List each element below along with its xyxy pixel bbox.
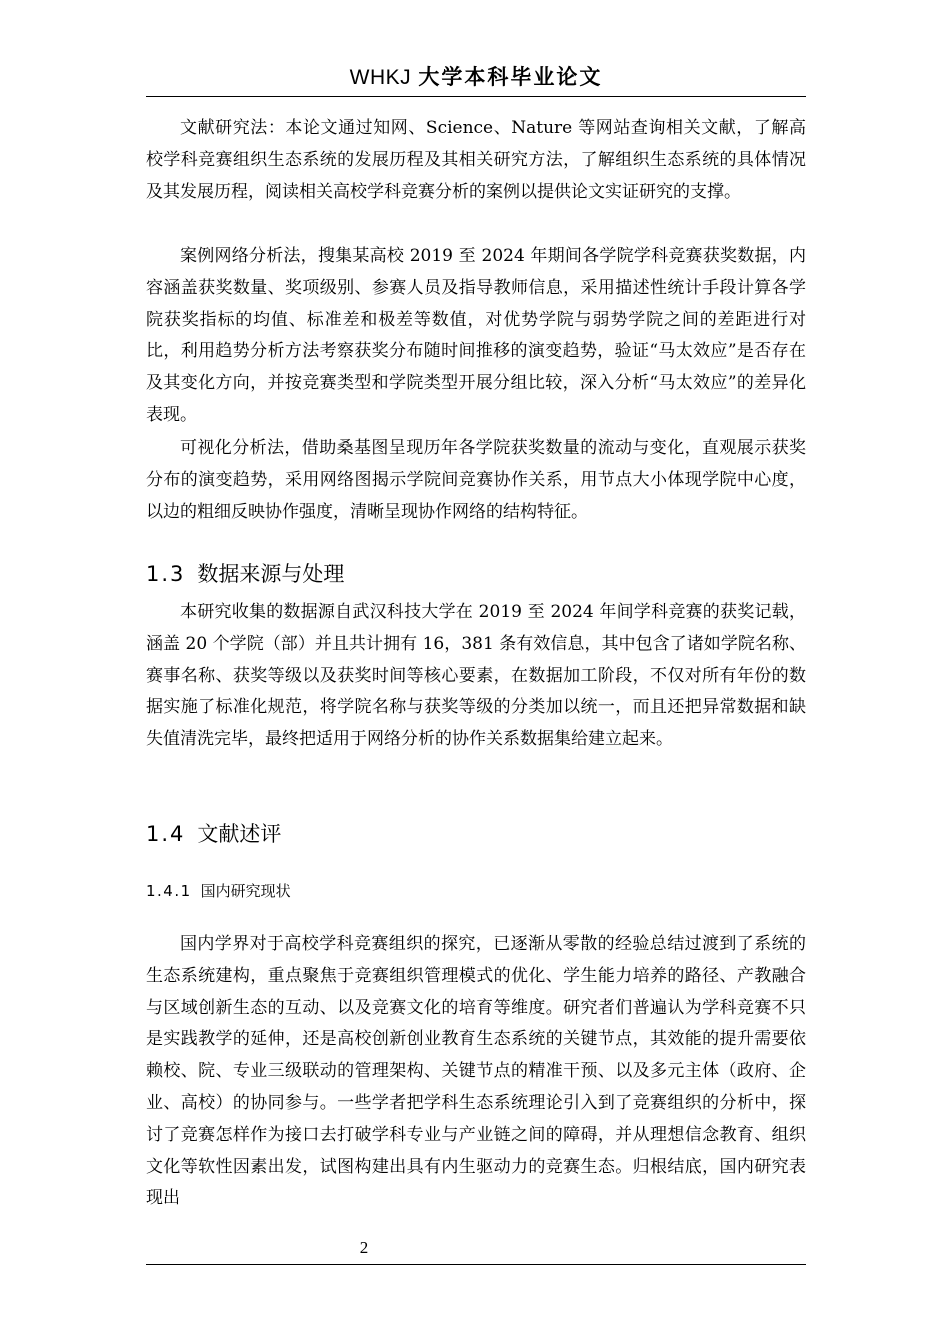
paragraph-case-network-method: 案例网络分析法，搜集某高校 2019 至 2024 年期间各学院学科竞赛获奖数据，内容涵盖获奖数量、奖项级别、参赛人员及指导教师信息，采用描述性统计手段计算各学院获奖指标的均值、标准差和极差等数值，对优势学院与弱势学院之间的差距进行对比，利用趋势分析方法考察获奖分布随时间推移的演变趋势，验证“马太效应”是否存在及其变化方向，并按竞赛类型和学院类型开展分组比较，深入分析“马太效应”的差异化表现。 <box>146 246 806 425</box>
section-heading-1-4 <box>146 819 281 849</box>
section-number: 1.4 <box>146 822 186 846</box>
section-title: 文献述评 <box>197 822 282 846</box>
paragraph-domestic-research: 国内学界对于高校学科竞赛组织的探究，已逐渐从零散的经验总结过渡到了系统的生态系统建构，重点聚焦于竞赛组织管理模式的优化、学生能力培养的路径、产教融合与区域创新生态的互动、以及竞赛文化的培育等维度。研究者们普遍认为学科竞赛不只是实践教学的延伸，还是高校创新创业教育生态系统的关键节点，其效能的提升需要依赖校、院、专业三级联动的管理架构、关键节点的精准干预、以及多元主体（政府、企业、高校）的协同参与。一些学者把学科生态系统理论引入到了竞赛组织的分析中，探讨了竞赛怎样作为接口去打破学科专业与产业链之间的障碍，并从理想信念教育、组织文化等软性因素出发，试图构建出具有内生驱动力的竞赛生态。归根结底，国内研究表现出 <box>146 934 806 1209</box>
header-cjk-text: 大学本科毕业论文 <box>418 65 603 89</box>
subsection-heading-1-4-1 <box>146 879 291 903</box>
header-latin-text: WHKJ <box>349 66 412 89</box>
header-rule <box>146 96 806 97</box>
subsection-title: 国内研究现状 <box>200 882 291 900</box>
paragraph-data-source: 本研究收集的数据源自武汉科技大学在 2019 至 2024 年间学科竞赛的获奖记载，涵盖 20 个学院（部）并且共计拥有 16，381 条有效信息，其中包含了诸如学院名称、赛事名称、获奖等级以及获奖时间等核心要素，在数据加工阶段，不仅对所有年份的数据实施了标准化规范，将学院名称与获奖等级的分类加以统一，而且还把异常数据和缺失值清洗完毕，最终把适用于网络分析的协作关系数据集给建立起来。 <box>146 602 806 750</box>
section-title: 数据来源与处理 <box>197 562 345 586</box>
paragraph-literature-method: 文献研究法：本论文通过知网、Science、Nature 等网站查询相关文献，了解高校学科竞赛组织生态系统的发展历程及其相关研究方法，了解组织生态系统的具体情况及其发展历程，阅读相关高校学科竞赛分析的案例以提供论文实证研究的支撑。 <box>146 118 806 202</box>
subsection-number: 1.4.1 <box>146 882 192 900</box>
footer-rule <box>146 1264 806 1265</box>
section-heading-1-3 <box>146 559 344 589</box>
running-header <box>146 62 806 93</box>
page-number: 2 <box>359 1238 369 1257</box>
section-number: 1.3 <box>146 562 186 586</box>
paragraph-visualization-method: 可视化分析法，借助桑基图呈现历年各学院获奖数量的流动与变化，直观展示获奖分布的演变趋势，采用网络图揭示学院间竞赛协作关系，用节点大小体现学院中心度，以边的粗细反映协作强度，清晰呈现协作网络的结构特征。 <box>146 438 806 522</box>
